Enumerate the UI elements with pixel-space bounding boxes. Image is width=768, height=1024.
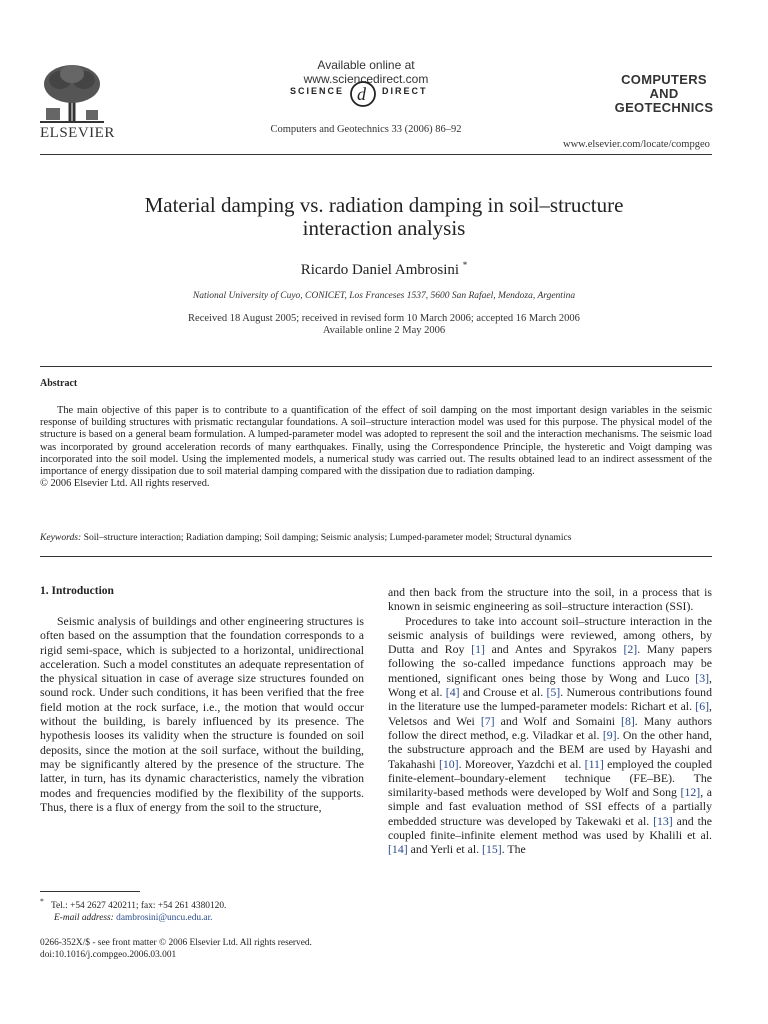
footnote-tel — [40, 896, 364, 913]
abstract-top-rule — [40, 366, 712, 367]
text-run: . On the other hand, the substructure approach and the BEM are used by Hayashi and Takahashi — [388, 727, 712, 771]
keywords-label: Keywords: — [40, 532, 82, 543]
citation-link[interactable]: [2] — [623, 642, 638, 657]
citation-link[interactable]: [10] — [438, 756, 459, 771]
page-footer — [40, 938, 380, 961]
article-title — [60, 194, 708, 240]
text-run: , a simple and fast evaluation method of SSI effects of a partially embedded structure was developed by Takewaki et al. — [388, 785, 712, 828]
citation-link[interactable]: [11] — [584, 756, 604, 771]
title-line: interaction analysis — [302, 216, 466, 240]
citation-link[interactable]: [7] — [480, 713, 495, 728]
abstract-heading: Abstract — [40, 378, 78, 389]
footnote-tel-text: Tel.: +54 2627 420211; fax: +54 261 4380120. — [50, 901, 227, 912]
text-run: . Moreover, Yazdchi et al. — [458, 756, 585, 771]
footnote-email — [40, 913, 364, 925]
citation-link[interactable]: [6] — [695, 699, 710, 714]
available-online: Available online at www.sciencedirect.com — [303, 58, 429, 86]
sciencedirect-logo — [290, 79, 440, 109]
article-dates — [60, 313, 708, 337]
paragraph: Seismic analysis of buildings and other engineering structures is often based on the assumption that the foundation corresponds to a rigid semi-space, which is subjected to a horizontal, unidirectional acceleration. Such a model constitutes an adequate representation of the physical situation in case of average size structures founded on sound rock. Under such conditions, it has been verified that the free field motion at the rock surface, i.e., the motion that would occur without the building, is barely influenced by its presence. The hypothesis looses its validity when the structure is founded on soil deposits, since the motion at the soil surface, without the building, may be significantly altered by the presence of the structure. The latter, in turn, has its dynamic characteristics, namely the vibration modes and frequencies modified by the flexibility of the supports. Thus, there is a flux of energy from the soil to the structure, — [40, 614, 364, 814]
abstract-text: The main objective of this paper is to contribute to a quantification of the effect of soil damping on the most important design variables in the seismic response of building structures with prismatic rectangular foundations. A soil–structure interaction model was used for this purpose. The physical model of the structure is based on a general beam formulation. A lumped-parameter model was adopted to represent the soil and the interaction mechanisms. The seismic load was incorporated by ground acceleration records of many earthquakes. Finally, using the Correspondence Principle, the hysteretic and Voigt damping was incorporated into the soil model. Using the implemented models, a numerical study was carried out. The results obtained lead to an indirect assessment of the importance of energy dissipation due to soil material damping compared with the dissipation due to radiation damping. — [40, 405, 712, 478]
citation-link[interactable]: [13] — [653, 813, 673, 828]
text-run: and Crouse et al. — [459, 685, 547, 700]
paragraph: and then back from the structure into the soil, in a process that is known in seismic engineering as soil–structure interaction (SSI). — [388, 585, 712, 614]
email-label: E-mail address: — [54, 912, 114, 923]
footnote — [40, 896, 364, 924]
citation-link[interactable]: [9] — [602, 727, 617, 742]
citation-link[interactable]: [5] — [546, 685, 561, 700]
abstract-bottom-rule — [40, 556, 712, 557]
keywords — [40, 532, 712, 543]
citation-link[interactable]: [12] — [680, 785, 701, 800]
text-run: and the coupled finite–infinite element method was used by Khalili et al. — [388, 813, 712, 843]
footnote-mark: * — [40, 897, 44, 906]
abstract-body — [40, 405, 712, 490]
affiliation: National University of Cuyo, CONICET, Los Franceses 1537, 5600 San Rafael, Mendoza, Argentina — [192, 291, 576, 301]
email-link[interactable]: dambrosini@uncu.edu.ar. — [116, 912, 213, 923]
author-name: Ricardo Daniel Ambrosini — [300, 262, 460, 278]
citation-link[interactable]: [14] — [388, 842, 408, 857]
text-run: Procedures to take into account soil–structure interaction in the seismic analysis of buildings were reviewed, among others, by Dutta and Roy — [388, 613, 712, 657]
text-run: . The — [501, 842, 526, 857]
brand-line: COMPUTERS — [621, 72, 707, 87]
at-sign-icon — [348, 79, 378, 109]
title-line: Material damping vs. radiation damping in soil–structure — [144, 193, 624, 217]
citation-link[interactable]: [15] — [482, 842, 502, 857]
citation-link[interactable]: [1] — [471, 642, 485, 657]
elsevier-tree-logo — [40, 62, 104, 124]
citation-link[interactable]: [8] — [621, 713, 635, 728]
journal-url-link[interactable]: www.elsevier.com/locate/compgeo — [563, 139, 710, 150]
journal-reference: Computers and Geotechnics 33 (2006) 86–92 — [270, 124, 462, 135]
text-run: , Wong et al. — [388, 670, 712, 700]
text-run: and Wolf and Somaini — [494, 713, 622, 728]
brand-line: AND — [649, 86, 679, 101]
journal-brand — [612, 73, 716, 115]
left-column — [40, 614, 364, 814]
svg-text:d: d — [357, 84, 366, 104]
doi-line[interactable]: doi:10.1016/j.compgeo.2006.03.001 — [40, 949, 177, 960]
publisher-name: ELSEVIER — [40, 125, 115, 141]
citation-link[interactable]: [3] — [695, 670, 710, 685]
available-date: Available online 2 May 2006 — [322, 325, 446, 336]
abstract-copyright: © 2006 Elsevier Ltd. All rights reserved. — [40, 478, 210, 490]
received-dates: Received 18 August 2005; received in revised form 10 March 2006; accepted 16 March 2006 — [188, 313, 580, 324]
text-run: and Antes and Spyrakos — [484, 642, 624, 657]
section-heading: 1. Introduction — [40, 585, 114, 597]
issn-line: 0266-352X/$ - see front matter © 2006 Elsevier Ltd. All rights reserved. — [40, 938, 312, 948]
text-run: , Veletsos and Wei — [388, 699, 712, 728]
author-line — [60, 260, 708, 279]
citation-link[interactable]: [4] — [445, 685, 460, 700]
header-rule — [40, 154, 712, 155]
text-run: . Many papers following the so-called impedance functions approach may be mentioned, significant ones being those by Wong and Luco — [388, 642, 712, 685]
author-footnote-mark[interactable]: * — [462, 260, 468, 270]
text-run: . Many authors follow the direct method, e.g. Viladkar et al. — [388, 713, 712, 742]
keywords-list: Soil–structure interaction; Radiation damping; Soil damping; Seismic analysis; Lumped-parameter model; Structural dynamics — [83, 532, 572, 543]
sd-left-word: SCIENCE — [290, 86, 345, 96]
text-run: and Yerli et al. — [407, 842, 483, 857]
text-run: . Numerous contributions found in the literature use the lumped-parameter models: Richart et al. — [388, 685, 712, 714]
paragraph — [388, 614, 712, 857]
right-column — [388, 585, 712, 857]
brand-line: GEOTECHNICS — [614, 100, 714, 115]
footnote-rule — [40, 891, 140, 892]
text-run: employed the coupled finite-element–boundary-element technique (FE–BE). The similarity-based methods were developed by Wolf and Song — [388, 756, 712, 800]
sd-right-word: DIRECT — [382, 86, 428, 96]
